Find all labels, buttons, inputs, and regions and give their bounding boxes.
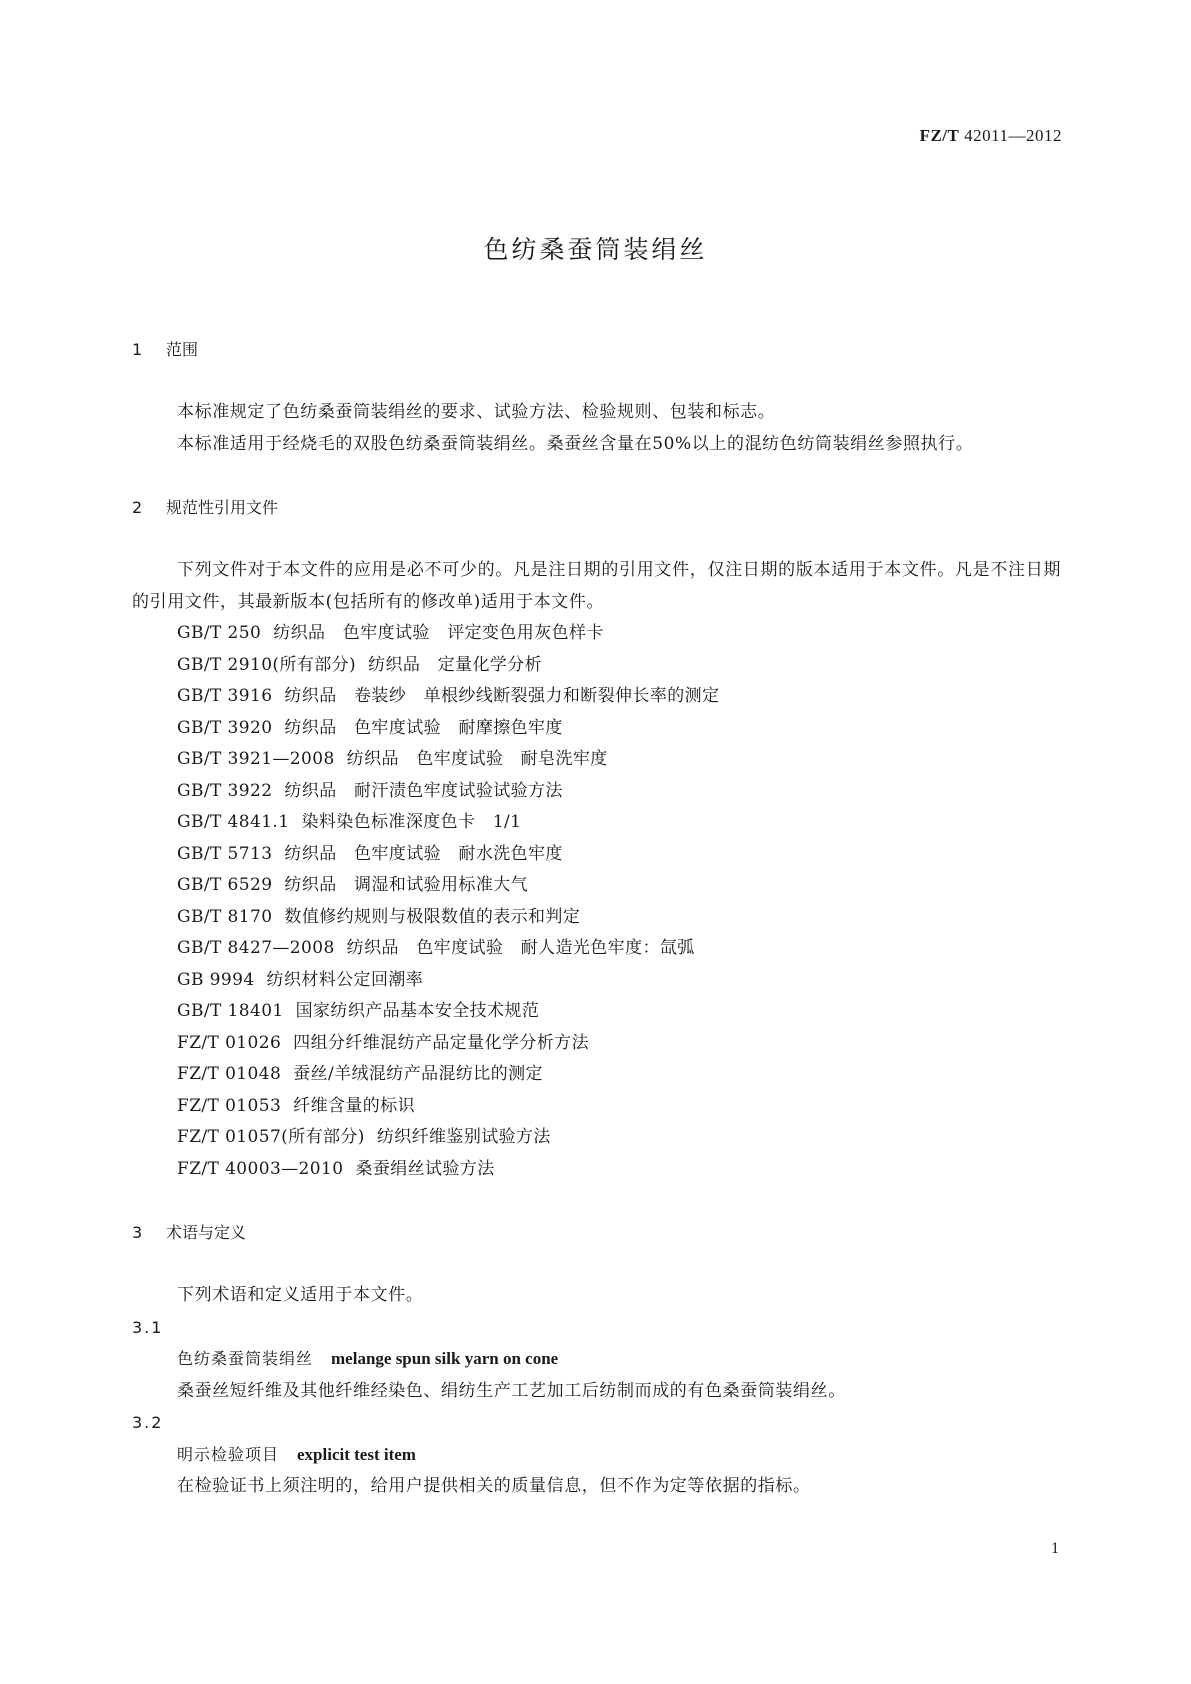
reference-item: [132, 933, 1061, 965]
reference-item: [132, 1154, 1061, 1186]
reference-title: 纺织品 卷装纱 单根纱线断裂强力和断裂伸长率的测定: [284, 686, 720, 706]
reference-item: [132, 776, 1061, 808]
section-3-heading: [132, 1217, 1061, 1248]
terms-intro: 下列术语和定义适用于本文件。: [177, 1285, 424, 1305]
section-title: 规范性引用文件: [166, 498, 279, 517]
reference-title: 纤维含量的标识: [293, 1095, 415, 1116]
reference-title: 四组分纤维混纺产品定量化学分析方法: [293, 1032, 589, 1053]
reference-title: 纺织品 耐汗渍色牢度试验试验方法: [284, 780, 563, 801]
term-heading: [132, 1343, 1061, 1376]
document-title: 色纺桑蚕筒装绢丝: [483, 235, 708, 264]
reference-code: GB/T 8170: [177, 906, 273, 927]
reference-title: 纺织品 色牢度试验 耐人造光色牢度：氙弧: [346, 938, 695, 958]
reference-code: FZ/T 40003—2010: [177, 1158, 344, 1179]
reference-title: 纺织品 色牢度试验 评定变色用灰色样卡: [273, 623, 604, 643]
standard-prefix: FZ/T: [919, 126, 960, 145]
section-number: 1: [132, 340, 143, 359]
reference-title: 数值修约规则与极限数值的表示和判定: [284, 906, 581, 927]
reference-code: FZ/T 01026: [177, 1032, 282, 1053]
term-english: melange spun silk yarn on cone: [331, 1349, 559, 1368]
scope-paragraph-2: 本标准适用于经烧毛的双股色纺桑蚕筒装绢丝。桑蚕丝含量在50%以上的混纺色纺筒装绢丝参照执行。: [177, 433, 974, 454]
reference-title: 纺织品 色牢度试验 耐摩擦色牢度: [284, 717, 563, 738]
reference-item: [132, 713, 1061, 745]
reference-code: GB/T 4841.1: [177, 812, 290, 832]
reference-code: GB/T 3916: [177, 686, 273, 706]
reference-item: [132, 902, 1061, 934]
reference-item: [132, 807, 1061, 839]
reference-code: FZ/T 01057(所有部分): [177, 1127, 365, 1147]
term-chinese: 明示检验项目: [177, 1444, 280, 1464]
reference-item: [132, 1028, 1061, 1060]
page-number: 1: [1051, 1540, 1059, 1557]
reference-title: 染料染色标准深度色卡 1/1: [301, 812, 522, 832]
standard-number: 42011—2012: [964, 126, 1062, 145]
references-intro: 下列文件对于本文件的应用是必不可少的。凡是注日期的引用文件，仅注日期的版本适用于本文件。凡是不注日期的引用文件，其最新版本(包括所有的修改单)适用于本文件。: [132, 560, 1061, 612]
section-number: 2: [132, 498, 143, 517]
section-number: 3: [132, 1223, 143, 1242]
reference-code: GB/T 3922: [177, 780, 273, 801]
reference-item: [132, 1059, 1061, 1091]
reference-item: [132, 681, 1061, 713]
reference-title: 纺织纤维鉴别试验方法: [376, 1127, 551, 1147]
scope-paragraph-1: 本标准规定了色纺桑蚕筒装绢丝的要求、试验方法、检验规则、包装和标志。: [177, 402, 776, 422]
term-heading: [132, 1439, 1061, 1472]
reference-item: [132, 839, 1061, 871]
section-title: 术语与定义: [166, 1223, 247, 1242]
reference-title: 纺织品 色牢度试验 耐水洗色牢度: [284, 843, 563, 864]
section-title: 范围: [166, 340, 199, 359]
reference-code: GB/T 8427—2008: [177, 938, 335, 958]
reference-item: [132, 996, 1061, 1028]
reference-item: [132, 744, 1061, 776]
reference-title: 纺织品 色牢度试验 耐皂洗牢度: [346, 749, 608, 769]
term-definition: 在检验证书上须注明的，给用户提供相关的质量信息，但不作为定等依据的指标。: [177, 1476, 811, 1496]
reference-item: [132, 870, 1061, 902]
term-number: 3.2: [132, 1413, 164, 1432]
reference-item: [132, 965, 1061, 997]
reference-item: [132, 618, 1061, 650]
term-chinese: 色纺桑蚕筒装绢丝: [177, 1349, 314, 1368]
reference-title: 国家纺织产品基本安全技术规范: [295, 1001, 540, 1021]
reference-title: 桑蚕绢丝试验方法: [355, 1158, 495, 1179]
reference-code: GB/T 2910(所有部分): [177, 654, 357, 675]
reference-code: GB/T 3921—2008: [177, 749, 335, 769]
reference-title: 纺织品 定量化学分析: [368, 654, 543, 675]
reference-code: GB 9994: [177, 969, 255, 990]
reference-code: FZ/T 01053: [177, 1095, 282, 1116]
reference-code: GB/T 18401: [177, 1001, 284, 1021]
term-english: explicit test item: [297, 1444, 416, 1464]
reference-item: [132, 1091, 1061, 1123]
reference-title: 纺织品 调湿和试验用标准大气: [284, 875, 529, 895]
document-body: [132, 334, 1061, 1503]
term-definition: 桑蚕丝短纤维及其他纤维经染色、绢纺生产工艺加工后纺制而成的有色桑蚕筒装绢丝。: [177, 1380, 846, 1401]
reference-item: [132, 650, 1061, 682]
reference-code: FZ/T 01048: [177, 1064, 282, 1084]
standard-code: [920, 126, 1062, 146]
reference-code: GB/T 6529: [177, 875, 273, 895]
section-1-heading: [132, 334, 1061, 365]
section-2-heading: [132, 492, 1061, 523]
reference-title: 纺织材料公定回潮率: [266, 969, 424, 990]
term-number: 3.1: [132, 1317, 164, 1337]
reference-code: GB/T 5713: [177, 843, 273, 864]
reference-title: 蚕丝/羊绒混纺产品混纺比的测定: [293, 1064, 543, 1084]
reference-code: GB/T 250: [177, 623, 262, 643]
reference-list: [132, 618, 1061, 1185]
reference-code: GB/T 3920: [177, 717, 273, 738]
reference-item: [132, 1122, 1061, 1154]
